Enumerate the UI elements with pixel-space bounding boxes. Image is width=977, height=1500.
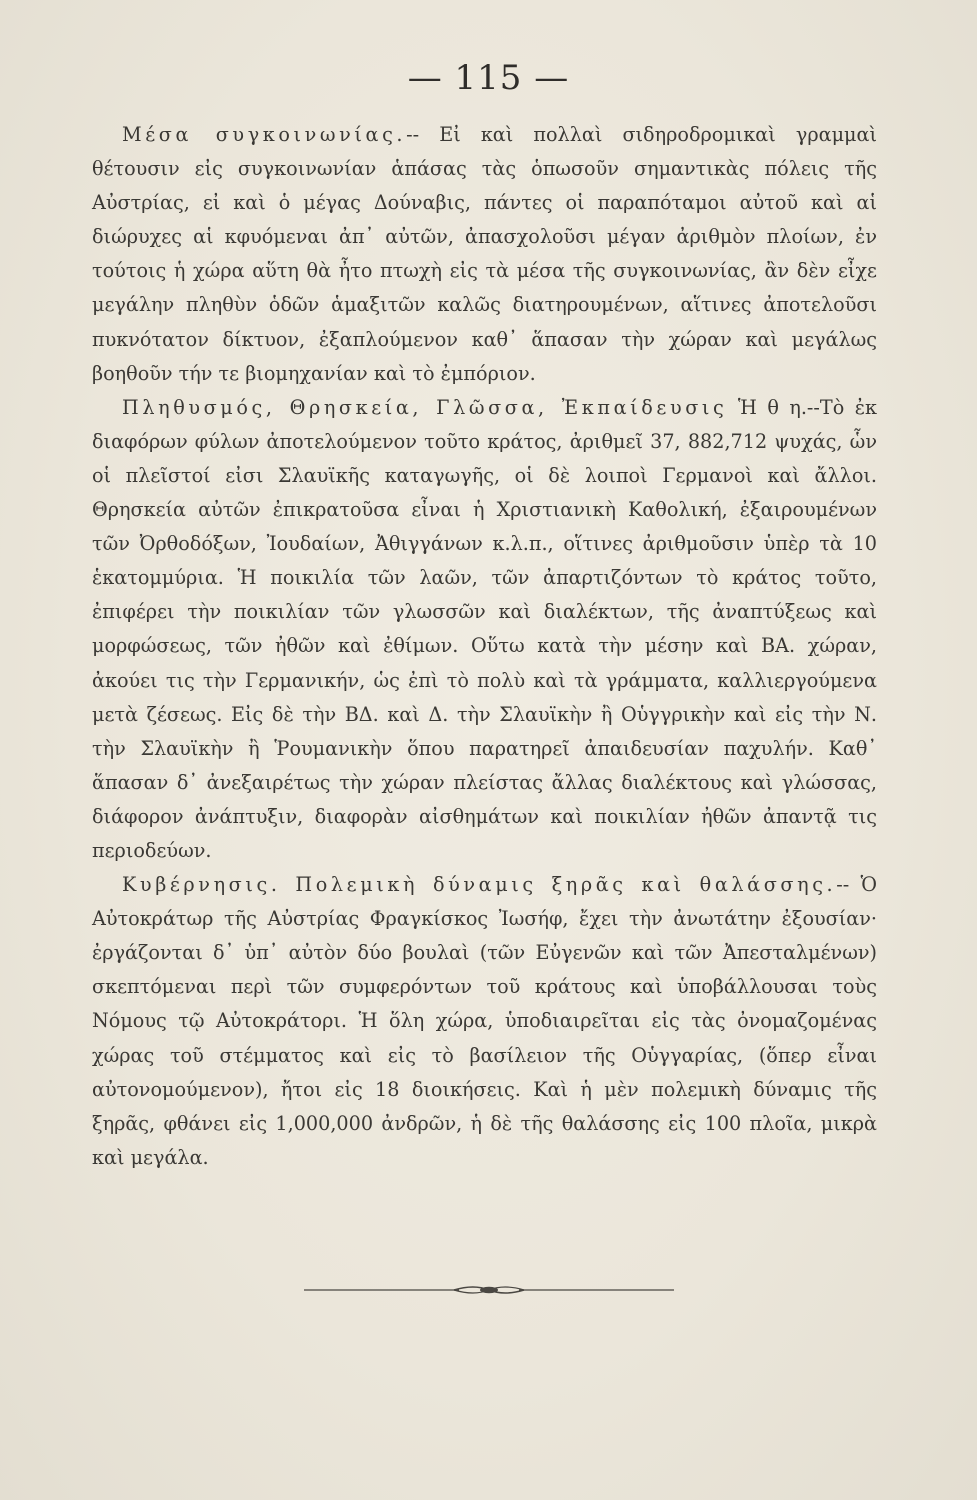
- heading-government: Κυβέρνησις. Πολεμικὴ δύναμις ξηρᾶς καὶ θαλάσσης.: [122, 873, 837, 897]
- paragraph-transport: [92, 118, 877, 391]
- page-number: — 115 —: [407, 58, 570, 98]
- text-population: Ἡ θ η.--Τὸ ἐκ διαφόρων φύλων ἀποτελούμενον τοῦτο κράτος, ἀριθμεῖ 37, 882,712 ψυχάς, ὧν οἱ πλεῖστοί εἰσι Σλαυϊκῆς καταγωγῆς, οἱ δὲ λοιποὶ Γερμανοὶ καὶ ἄλλοι. Θρησκεία αὐτῶν ἐπικρατοῦσα εἶναι ἡ Χριστιανικὴ Καθολική, ἐξαιρουμένων τῶν Ὀρθοδόξων, Ἰουδαίων, Ἀθιγγάνων κ.λ.π., οἵτινες ἀριθμοῦσιν ὑπὲρ τὰ 10 ἑκατομμύρια. Ἡ ποικιλία τῶν λαῶν, τῶν ἀπαρτιζόντων τὸ κράτος τοῦτο, ἐπιφέρει τὴν ποικιλίαν τῶν γλωσσῶν καὶ διαλέκτων, τῆς ἀναπτύξεως καὶ μορφώσεως, τῶν ἠθῶν καὶ ἐθίμων. Οὕτω κατὰ τὴν μέσην καὶ ΒΑ. χώραν, ἀκούει τις τὴν Γερμανικήν, ὡς ἐπὶ τὸ πολὺ καὶ τὰ γράμματα, καλλιεργούμενα μετὰ ζέσεως. Εἰς δὲ τὴν ΒΔ. καὶ Δ. τὴν Σλαυϊκὴν ἢ Οὑγγρικὴν καὶ εἰς τὴν Ν. τὴν Σλαυϊκὴν ἢ Ῥουμανικὴν ὅπου παρατηρεῖ ἀπαιδευσίαν παχυλήν. Καθ᾽ ἅπασαν δ᾽ ἀνεξαιρέτως τὴν χώραν πλείστας ἄλλας διαλέκτους καὶ γλώσσας, διάφορον ἀνάπτυξιν, διαφορὰν αἰσθημάτων καὶ ποικιλίαν ἠθῶν ἀπαντᾷ τις περιοδεύων.: [92, 395, 877, 862]
- ornamental-divider: [0, 1283, 977, 1303]
- heading-population: Πληθυσμός, Θρησκεία, Γλῶσσα, Ἐκπαίδευσις: [122, 395, 728, 419]
- paragraph-population: [92, 391, 877, 868]
- text-transport: -- Εἰ καὶ πολλαὶ σιδηροδρομικαὶ γραμμαὶ θέτουσιν εἰς συγκοινωνίαν ἁπάσας τὰς ὁπωσοῦν σημαντικὰς πόλεις τῆς Αὐστρίας, εἰ καὶ ὁ μέγας Δούναβις, πάντες οἱ παραπόταμοι αὐτοῦ καὶ αἱ διώρυχες αἱ κφυόμεναι ἀπ᾽ αὐτῶν, ἀπασχολοῦσι μέγαν ἀριθμὸν πλοίων, ἐν τούτοις ἡ χώρα αὕτη θὰ ἦτο πτωχὴ εἰς τὰ μέσα τῆς συγκοινωνίας, ἂν δὲν εἶχε μεγάλην πληθὺν ὁδῶν ἁμαξιτῶν καλῶς διατηρουμένων, αἵτινες ἀποτελοῦσι πυκνότατον δίκτυον, ἐξαπλούμενον καθ᾽ ἅπασαν τὴν χώραν καὶ μεγάλως βοηθοῦν τήν τε βιομηχανίαν καὶ τὸ ἐμπόριον.: [92, 123, 878, 385]
- text-government: -- Ὁ Αὐτοκράτωρ τῆς Αὐστρίας Φραγκίσκος Ἰωσήφ, ἔχει τὴν ἀνωτάτην ἐξουσίαν· ἐργάζονται δ᾽ ὑπ᾽ αὐτὸν δύο βουλαὶ (τῶν Εὐγενῶν καὶ τῶν Ἀπεσταλμένων) σκεπτόμεναι περὶ τῶν συμφερόντων τοῦ κράτους καὶ ὑποβάλλουσαι τοὺς Νόμους τῷ Αὐτοκράτορι. Ἡ ὅλη χώρα, ὑποδιαιρεῖται εἰς τὰς ὀνομαζομένας χώρας τοῦ στέμματος καὶ εἰς τὸ βασίλειον τῆς Οὑγγαρίας, (ὅπερ εἶναι αὐτονομούμενον), ἤτοι εἰς 18 διοικήσεις. Καὶ ἡ μὲν πολεμικὴ δύναμις τῆς ξηρᾶς, φθάνει εἰς 1,000,000 ἀνδρῶν, ἡ δὲ τῆς θαλάσσης εἰς 100 πλοῖα, μικρὰ καὶ μεγάλα.: [92, 873, 877, 1169]
- ornament-rule-icon: [304, 1283, 674, 1297]
- paragraph-government: [92, 868, 877, 1175]
- body-text: [92, 118, 877, 1175]
- heading-transport: Μέσα συγκοινωνίας.: [122, 123, 407, 146]
